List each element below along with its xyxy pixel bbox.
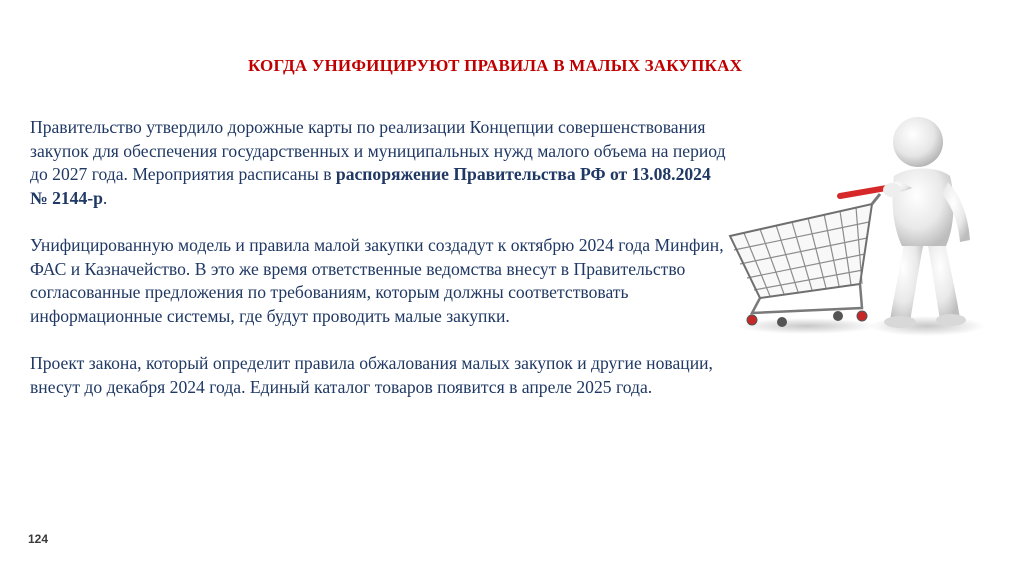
cart-shadow [737,318,877,334]
figure-head [893,117,943,167]
person-with-shopping-cart-icon [722,108,984,344]
figure-foot-left [884,316,916,328]
figure-hand [883,183,901,197]
paragraph-3: Проект закона, который определит правила обжалования малых закупок и другие новации, внесут до декабря 2024 года. Единый каталог товаров появится в апреле 2025 года. [30,352,713,397]
cart-wheel-front-right [777,317,787,327]
figure-leg-right [927,238,960,320]
figure-torso [892,169,953,247]
cart-wheel-back-right [857,311,867,321]
slide-title: КОГДА УНИФИЦИРУЮТ ПРАВИЛА В МАЛЫХ ЗАКУПКАХ [247,56,743,75]
cart-wheel-back-left [833,311,843,321]
paragraph-1-end: . [102,187,108,208]
decree-reference: распоряжение Правительства РФ от 13.08.2024 № 2144-р [30,164,711,208]
figure-foot-right [936,314,966,326]
page-number: 124 [28,532,49,546]
slide-body [30,116,730,423]
cart-wheel-front-left [747,315,757,325]
paragraph-1-text: Правительство утвердило дорожные карты по реализации Концепции совершенствования закупок для обеспечения государственных и муниципальных нужд малого объема на период до 2027 года. Мероприятия расписаны в [30,117,726,185]
figure-leg-left [890,238,923,322]
cart-basket [730,204,872,298]
paragraph-1 [30,116,730,210]
cart-handle-bar [872,194,880,204]
paragraph-2: Унифицированную модель и правила малой закупки создадут к октябрю 2024 года Минфин, ФАС и Казначейство. В это же время ответственные ведомства внесут в Правительство согласованные предложения по требованиям, которым должны соответствовать информационные системы, где будут проводить малые закупки. [30,234,724,326]
